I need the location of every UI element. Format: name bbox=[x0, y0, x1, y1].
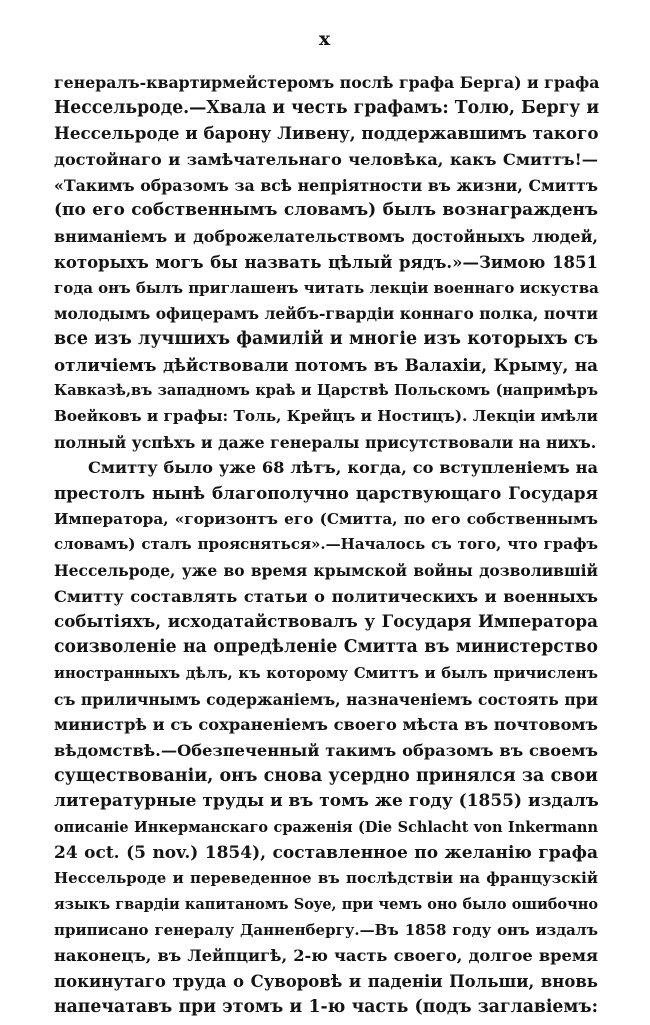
text-line: съ приличнымъ содержаніемъ, назначеніемъ состоять при bbox=[54, 689, 598, 709]
body-text bbox=[54, 70, 598, 1020]
text-line: Кавказѣ,въ западномъ краѣ и Царствѣ Польскомъ (напримѣръ bbox=[54, 382, 598, 400]
text-line: которыхъ могъ бы назвать цѣлый рядъ.»—Зимою 1851 bbox=[54, 252, 598, 272]
text-line: покинутаго труда о Суворовѣ и паденіи Польши, вновь bbox=[54, 972, 598, 992]
text-line: Нессельроде и переведенное въ послѣдствіи на французскій bbox=[54, 869, 598, 888]
text-line: престолъ нынѣ благополучно царствующаго Государя bbox=[54, 483, 598, 503]
text-line: Нессельроде, уже во время крымской войны дозволившій bbox=[54, 561, 598, 581]
text-line: отличіемъ дѣйствовали потомъ въ Валахіи, Крыму, на bbox=[54, 354, 598, 375]
text-line: языкъ гвардіи капитаномъ Soye, при чемъ оно было ошибочно bbox=[54, 896, 598, 913]
text-line: вниманіемъ и доброжелательствомъ достойныхъ людей, bbox=[54, 227, 598, 247]
text-line: «Такимъ образомъ за всѣ непріятности въ жизни, Смиттъ bbox=[54, 175, 598, 195]
text-line: Воейковъ и графы: Толь, Крейцъ и Ностицъ). Лекціи имѣли bbox=[54, 406, 598, 425]
text-line: все изъ лучшихъ фамилій и многіе изъ которыхъ съ bbox=[54, 328, 598, 349]
text-line: литературные труды и въ томъ же году (1855) издалъ bbox=[54, 791, 599, 812]
text-line: напечатавъ при этомъ и 1-ю часть (подъ заглавіемъ: bbox=[54, 996, 598, 1017]
text-line: соизволеніе на опредѣленіе Смитта въ министерство bbox=[54, 637, 598, 658]
text-line: приписано генералу Данненбергу.—Въ 1858 году онъ издалъ bbox=[54, 920, 598, 939]
text-line: Смитту составлять статьи о политическихъ и военныхъ bbox=[54, 586, 598, 606]
text-line: описаніе Инкерманскаго сраженія (Die Schlacht von Inkermann bbox=[54, 818, 598, 836]
text-line: словамъ) сталъ проясняться».—Началось съ того, что графъ bbox=[54, 535, 598, 554]
text-line: вѣдомствѣ.—Обезпеченный такимъ образомъ въ своемъ bbox=[54, 740, 598, 760]
text-line: существованіи, онъ снова усердно принялся за свои bbox=[54, 765, 598, 786]
text-line: Нессельроде.—Хвала и честь графамъ: Толю, Бергу и bbox=[54, 97, 600, 118]
text-line: достойнаго и замѣчательнаго человѣка, какъ Смиттъ!— bbox=[54, 150, 598, 170]
paragraph-start-line: Смитту было уже 68 лѣтъ, когда, со вступленіемъ на bbox=[88, 458, 598, 478]
text-line: генералъ-квартирмейстеромъ послѣ графа Берга) и графа bbox=[54, 73, 600, 92]
paragraph-end-line: полный успѣхъ и даже генералы присутствовали на нихъ. bbox=[54, 432, 597, 452]
text-line: молодымъ офицерамъ лейбъ-гвардіи коннаго полка, почти bbox=[54, 304, 598, 324]
text-line: министрѣ и съ сохраненіемъ своего мѣста въ почтовомъ bbox=[54, 715, 598, 735]
text-line: года онъ былъ приглашенъ читать лекціи военнаго искуства bbox=[54, 278, 599, 297]
text-line: наконецъ, въ Лейпцигѣ, 2-ю часть своего, долгое время bbox=[54, 946, 598, 966]
text-line: 24 oct. (5 nov.) 1854), составленное по желанію графа bbox=[54, 842, 598, 863]
text-line: событіяхъ, исходатайствовалъ у Государя Императора bbox=[54, 611, 598, 632]
text-line: Императора, «горизонтъ его (Смитта, по его собственнымъ bbox=[54, 509, 598, 528]
text-line: иностранныхъ дѣлъ, къ которому Смиттъ и былъ причисленъ bbox=[54, 664, 598, 682]
text-line: Нессельроде и барону Ливену, поддержавшимъ такого bbox=[54, 123, 599, 144]
page-number: x bbox=[318, 28, 332, 50]
text-line: (по его собственнымъ словамъ) былъ вознагражденъ bbox=[54, 200, 598, 221]
